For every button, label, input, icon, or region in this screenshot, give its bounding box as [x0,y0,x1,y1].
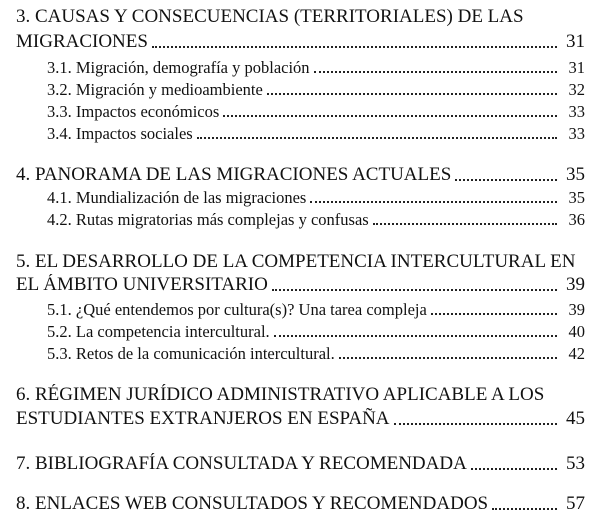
toc-subsection-label: 3.1. Migración, demografía y población [47,58,310,77]
dot-leader [197,136,557,139]
dot-leader [314,70,557,73]
toc-page-number: 33 [568,124,585,143]
toc-subsection-label: 4.1. Mundialización de las migraciones [47,188,307,207]
toc-subsection-label: 5.1. ¿Qué entendemos por cultura(s)? Una tarea compleja [47,300,427,319]
dot-leader [373,222,557,225]
toc-page-number: 57 [566,493,585,514]
toc-page-number: 45 [566,408,585,429]
toc-chapter-5-title-second-line: EL ÁMBITO UNIVERSITARIO [16,274,268,295]
toc-entry-chapter-6[interactable] [0,408,600,430]
toc-entry-chapter-8[interactable] [0,493,600,515]
toc-entry-5-2[interactable] [0,320,600,342]
toc-entry-3-1[interactable] [0,56,600,78]
toc-chapter-title: 4. PANORAMA DE LAS MIGRACIONES ACTUALES [16,164,452,185]
toc-subsection-label: 3.2. Migración y medioambiente [47,80,263,99]
toc-page-number: 39 [568,300,585,319]
toc-entry-chapter-7[interactable] [0,453,600,475]
toc-page-number: 35 [566,164,585,185]
toc-chapter-title: 8. ENLACES WEB CONSULTADOS Y RECOMENDADOS [16,493,489,514]
toc-chapter-title: 7. BIBLIOGRAFÍA CONSULTADA Y RECOMENDADA [16,453,467,474]
dot-leader [310,200,557,203]
toc-entry-chapter-4[interactable] [0,164,600,186]
toc-entry-5-1[interactable] [0,298,600,320]
toc-entry-chapter-3[interactable] [0,31,600,53]
toc-entry-chapter-5[interactable] [0,274,600,296]
toc-page-number: 36 [568,210,585,229]
dot-leader [394,422,557,425]
dot-leader [455,178,557,181]
toc-page-number: 42 [568,344,585,363]
toc-chapter-3-title-line1 [0,6,600,28]
toc-subsection-label: 3.3. Impactos económicos [47,102,220,121]
toc-page-number: 33 [568,102,585,121]
toc-chapter-3-title-second-line: MIGRACIONES [16,31,148,52]
dot-leader [431,312,557,315]
toc-entry-3-2[interactable] [0,78,600,100]
dot-leader [339,356,557,359]
toc-entry-4-2[interactable] [0,208,600,230]
dot-leader [274,334,557,337]
toc-subsection-label: 5.3. Retos de la comunicación intercultural. [47,344,335,363]
dot-leader [492,507,557,510]
toc-chapter-6-title-second-line: ESTUDIANTES EXTRANJEROS EN ESPAÑA [16,408,390,429]
toc-entry-3-3[interactable] [0,100,600,122]
toc-page-number: 31 [568,58,585,77]
toc-chapter-5-title-line1 [0,251,600,273]
toc-page-number: 53 [566,453,585,474]
dot-leader [471,467,557,470]
toc-subsection-label: 3.4. Impactos sociales [47,124,193,143]
toc-subsection-label: 5.2. La competencia intercultural. [47,322,270,341]
toc-entry-3-4[interactable] [0,122,600,144]
toc-page-number: 40 [568,322,585,341]
toc-page-number: 35 [568,188,585,207]
toc-entry-5-3[interactable] [0,342,600,364]
dot-leader [272,288,557,291]
toc-chapter-5-title-first-line: 5. EL DESARROLLO DE LA COMPETENCIA INTERCULTURAL EN [16,251,576,272]
toc-subsection-label: 4.2. Rutas migratorias más complejas y confusas [47,210,369,229]
toc-page-number: 39 [566,274,585,295]
toc-chapter-6-title-line1 [0,384,600,406]
toc-chapter-6-title-first-line: 6. RÉGIMEN JURÍDICO ADMINISTRATIVO APLICABLE A LOS [16,384,545,405]
dot-leader [152,45,557,48]
toc-entry-4-1[interactable] [0,186,600,208]
toc-chapter-3-title-first-line: 3. CAUSAS Y CONSECUENCIAS (TERRITORIALES) DE LAS [16,6,524,27]
toc-page-number: 31 [566,31,585,52]
toc-page-number: 32 [568,80,585,99]
dot-leader [267,92,557,95]
dot-leader [223,114,557,117]
